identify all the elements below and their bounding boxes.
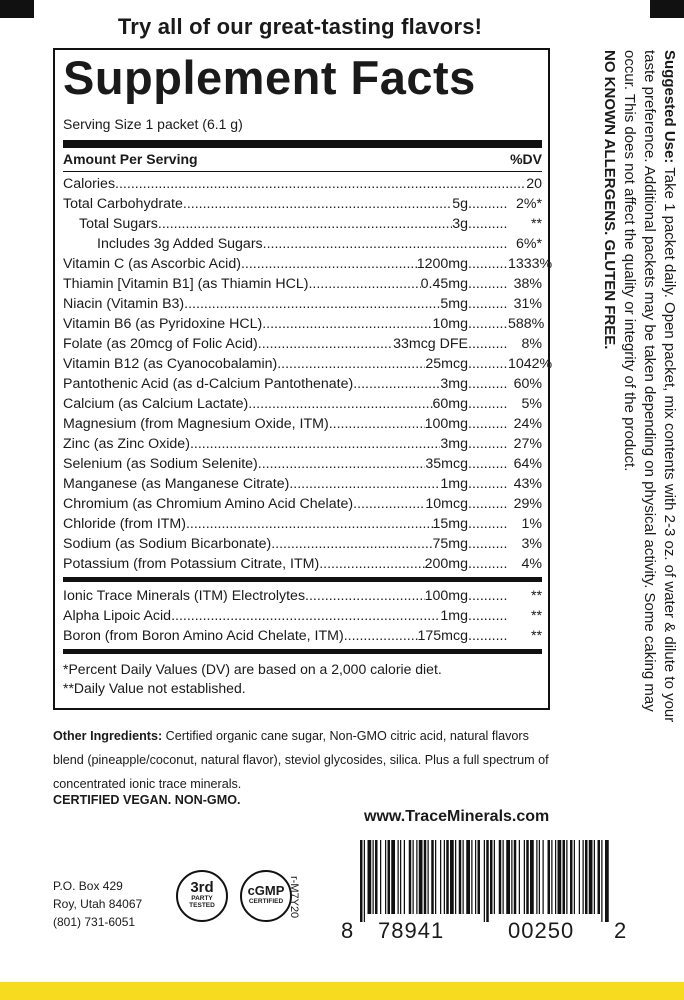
barcode-bar (589, 840, 593, 914)
barcode-bar (446, 840, 449, 914)
nutrient-dv: 8% (521, 336, 542, 352)
barcode-bar (450, 840, 454, 914)
nutrient-dv: 3% (521, 536, 542, 552)
nutrient-amount: 200mg (424, 556, 468, 572)
address-block (53, 877, 142, 931)
leader-dots (271, 534, 432, 554)
nutrient-amount: 100mg (424, 588, 468, 604)
nutrient-dv: 6%* (515, 236, 542, 252)
badge-gmp-line1: CERTIFIED (248, 898, 284, 905)
barcode-bar (484, 840, 485, 922)
leader-dots (353, 494, 425, 514)
nutrient-name: Sodium (as Sodium Bicarbonate) (63, 536, 272, 552)
barcode-bar (570, 840, 573, 914)
barcode-bar (440, 840, 441, 914)
barcode-bar (455, 840, 456, 914)
nutrient-dv: 1% (521, 516, 542, 532)
nutrient-name: Vitamin C (as Ascorbic Acid) (63, 256, 241, 272)
nutrient-name: Alpha Lipoic Acid (63, 608, 172, 624)
nutrient-name: Calories (63, 176, 116, 192)
nutrient-name: Includes 3g Added Sugars (97, 236, 263, 252)
address-line: P.O. Box 429 (53, 879, 123, 893)
leader-dots (186, 514, 433, 534)
barcode-bar (511, 840, 512, 914)
nutrient-name: Boron (from Boron Amino Acid Chelate, ITM) (63, 628, 344, 644)
amount-header-row (63, 151, 542, 169)
leader-dots (158, 214, 452, 234)
barcode-bar (475, 840, 476, 914)
barcode-bar (594, 840, 595, 914)
nutrient-name: Total Sugars (79, 216, 158, 232)
leader-dots (241, 254, 417, 274)
divider-medium (63, 577, 542, 582)
nutrient-dv: 27% (513, 436, 542, 452)
suggested-use-text: Take 1 packet daily. Open packet, mix contents with 2-3 oz. of water & dilute to your taste preference. Additional packets may be taken depending on physical activity. Some caking may occur. This does not affect the quality or integrity of the product. (621, 50, 678, 723)
nutrient-row (63, 314, 545, 334)
leader-dots (468, 194, 508, 214)
nutrient-name: Manganese (as Manganese Citrate) (63, 476, 290, 492)
divider-medium-bottom (63, 649, 542, 654)
leader-dots (468, 354, 508, 374)
leader-dots (258, 334, 393, 354)
nutrient-dv: 1333% (508, 256, 553, 272)
leader-dots (468, 334, 508, 354)
barcode-bar (391, 840, 395, 914)
nutrient-amount: 1200mg (416, 256, 468, 272)
leader-dots (171, 606, 440, 626)
nutrient-row (63, 254, 553, 274)
leader-dots (468, 586, 508, 606)
nutrient-name: Total Carbohydrate (63, 196, 183, 212)
barcode-bar (368, 840, 372, 914)
footnotes (63, 660, 542, 698)
website: www.TraceMinerals.com (364, 808, 550, 825)
barcode-bar (558, 840, 562, 914)
nutrient-dv: ** (530, 628, 542, 644)
leader-dots (183, 194, 452, 214)
nutrient-amount: 0.45mg (420, 276, 468, 292)
nutrient-amount: 10mg (432, 316, 468, 332)
barcode-digit-last: 2 (614, 918, 628, 943)
nutrient-row (63, 294, 542, 314)
nutrient-name: Zinc (as Zinc Oxide) (63, 436, 190, 452)
barcode-bar (419, 840, 423, 914)
nutrient-row (63, 454, 542, 474)
nutrient-name: Pantothenic Acid (as d-Calcium Pantothenate) (63, 376, 354, 392)
nutrient-dv: 38% (513, 276, 542, 292)
nutrient-row (63, 514, 542, 534)
barcode-bar (388, 840, 391, 914)
third-party-tested-badge (176, 870, 228, 922)
barcode-bar (548, 840, 551, 914)
nutrient-name: Potassium (from Potassium Citrate, ITM) (63, 556, 320, 572)
suggested-use-panel (559, 50, 679, 740)
leader-dots (468, 214, 508, 234)
nutrient-amount: 3mg (440, 376, 468, 392)
badge-gmp-top: cGMP (247, 883, 285, 898)
nutrient-dv: 43% (513, 476, 542, 492)
nutrient-row (63, 626, 542, 646)
nutrient-dv: 5% (521, 396, 542, 412)
leader-dots (468, 626, 508, 646)
nutrient-dv: 1042% (508, 356, 553, 372)
barcode-icon (358, 840, 610, 922)
nutrient-dv: 29% (513, 496, 542, 512)
barcode-bar (466, 840, 470, 914)
barcode-bar (404, 840, 405, 914)
barcode-digit-first: 8 (341, 918, 355, 943)
other-ingredients (53, 724, 553, 796)
serving-size: Serving Size 1 packet (6.1 g) (63, 116, 243, 132)
nutrient-name: Chloride (from ITM) (63, 516, 186, 532)
nutrient-row (63, 434, 542, 454)
leader-dots (184, 294, 440, 314)
barcode-bar (373, 840, 374, 914)
barcode-bar (539, 840, 540, 914)
allergen-statement: NO KNOWN ALLERGENS. GLUTEN FREE. (601, 50, 618, 350)
leader-dots (468, 474, 508, 494)
leader-dots (289, 474, 440, 494)
nutrient-row (63, 534, 542, 554)
barcode-bar (530, 840, 534, 914)
barcode-bar (583, 840, 584, 914)
barcode-bar (463, 840, 464, 914)
leader-dots (468, 494, 508, 514)
barcode-bar (398, 840, 399, 914)
nutrient-row (63, 586, 542, 606)
leader-dots (319, 554, 424, 574)
nutrient-name: Folate (as 20mcg of Folic Acid) (63, 336, 258, 352)
other-ingredients-label: Other Ingredients: (53, 729, 163, 743)
barcode-bar (424, 840, 427, 914)
leader-dots (308, 274, 420, 294)
leader-dots (258, 454, 426, 474)
nutrient-row (63, 194, 542, 214)
nutrient-row (63, 174, 542, 194)
leader-dots (468, 434, 508, 454)
nutrient-dv: ** (530, 608, 542, 624)
barcode-digits-right: 00250 (508, 918, 575, 943)
dv-header: %DV (510, 151, 542, 167)
nutrient-amount: 75mg (432, 536, 468, 552)
nutrient-amount: 3g (452, 216, 468, 232)
leader-dots (468, 414, 508, 434)
nutrient-amount: 3mg (440, 436, 468, 452)
nutrient-amount: 5g (452, 196, 468, 212)
nutrient-row (63, 354, 553, 374)
nutrient-amount: 10mcg (425, 496, 468, 512)
barcode-bar (478, 840, 481, 914)
nutrient-amount: 33mcg DFE (393, 336, 468, 352)
leader-dots (468, 314, 508, 334)
barcode-bar (506, 840, 510, 914)
nutrient-row (63, 394, 542, 414)
leader-dots (344, 626, 418, 646)
barcode-bar (364, 840, 365, 922)
suggested-use-label: Suggested Use: (661, 50, 678, 164)
leader-dots (468, 234, 508, 254)
nutrient-dv: ** (530, 588, 542, 604)
barcode-bar (514, 840, 517, 914)
nutrient-amount: 1mg (440, 476, 468, 492)
nutrient-row (63, 494, 542, 514)
nutrient-dv: 64% (513, 456, 542, 472)
footnote-dv: *Percent Daily Values (DV) are based on a 2,000 calorie diet. (63, 661, 442, 677)
leader-dots (468, 274, 508, 294)
leader-dots (468, 606, 508, 626)
leader-dots (248, 394, 432, 414)
barcode-bar (471, 840, 472, 914)
divider-thick (63, 140, 542, 148)
nutrient-name: Ionic Trace Minerals (ITM) Electrolytes (63, 588, 306, 604)
nutrient-name: Chromium (as Chromium Amino Acid Chelate) (63, 496, 354, 512)
barcode-bar (579, 840, 580, 914)
leader-dots (468, 254, 508, 274)
certified-statement: CERTIFIED VEGAN. NON-GMO. (53, 793, 241, 807)
nutrient-dv: 60% (513, 376, 542, 392)
barcode-bar (375, 840, 378, 914)
barcode-bar (400, 840, 401, 914)
barcode-bar (574, 840, 575, 914)
barcode-bar (486, 840, 489, 922)
barcode-bar (543, 840, 544, 914)
nutrient-dv: 2%* (515, 196, 542, 212)
address-line: Roy, Utah 84067 (53, 897, 143, 911)
leader-dots (190, 434, 440, 454)
barcode-bar (555, 840, 556, 914)
leader-dots (277, 354, 425, 374)
nutrient-row (63, 606, 542, 626)
barcode-bar (385, 840, 386, 914)
barcode-bar (598, 840, 601, 914)
nutrient-row (63, 274, 542, 294)
barcode-bar (459, 840, 462, 914)
barcode-bar (380, 840, 381, 914)
corner-mark-right (650, 0, 684, 18)
nutrient-amount: 25mcg (425, 356, 468, 372)
barcode-bar (605, 840, 609, 922)
nutrient-row (63, 374, 542, 394)
leader-dots (468, 514, 508, 534)
barcode-bar (494, 840, 495, 914)
footnote-not-established: **Daily Value not established. (63, 680, 246, 696)
facts-title: Supplement Facts (63, 51, 476, 104)
nutrient-name: Niacin (Vitamin B3) (63, 296, 185, 312)
cgmp-certified-badge (240, 870, 292, 922)
nutrient-dv: 588% (508, 316, 545, 332)
nutrient-amount: 1mg (440, 608, 468, 624)
barcode-bar (601, 840, 602, 922)
supplement-facts-panel (53, 48, 553, 710)
nutrient-name: Selenium (as Sodium Selenite) (63, 456, 258, 472)
barcode-bar (428, 840, 429, 914)
leader-dots (305, 586, 425, 606)
barcode-bar (551, 840, 552, 914)
nutrient-amount: 100mg (424, 416, 468, 432)
barcode-bar (536, 840, 537, 914)
barcode-bar (431, 840, 434, 914)
nutrient-amount: 20 (526, 176, 542, 192)
leader-dots (329, 414, 425, 434)
barcode-digits-left: 78941 (378, 918, 445, 943)
leader-dots (468, 534, 508, 554)
barcode-bar (409, 840, 412, 914)
leader-dots (263, 234, 468, 254)
other-nutrient-list (63, 586, 542, 646)
barcode-bar (416, 840, 417, 914)
barcode-bar (413, 840, 414, 914)
address-line: (801) 731-6051 (53, 915, 136, 929)
leader-dots (115, 174, 526, 194)
barcode-bar (444, 840, 445, 914)
nutrient-name: Vitamin B6 (as Pyridoxine HCL) (63, 316, 263, 332)
nutrient-dv: ** (530, 216, 542, 232)
divider-thin (63, 171, 542, 172)
barcode-bar (490, 840, 493, 914)
leader-dots (468, 554, 508, 574)
nutrient-name: Calcium (as Calcium Lactate) (63, 396, 249, 412)
nutrient-name: Thiamin [Vitamin B1] (as Thiamin HCL) (63, 276, 309, 292)
nutrient-dv: 24% (513, 416, 542, 432)
nutrient-row (63, 554, 542, 574)
barcode-bar (566, 840, 567, 914)
nutrient-row (63, 214, 542, 234)
nutrient-dv: 4% (521, 556, 542, 572)
nutrient-dv: 31% (513, 296, 542, 312)
nutrient-amount: 175mcg (417, 628, 468, 644)
barcode-bar (435, 840, 436, 914)
barcode-bar (360, 840, 363, 922)
nutrient-amount: 35mcg (425, 456, 468, 472)
nutrient-amount: 60mg (432, 396, 468, 412)
barcode-bar (499, 840, 502, 914)
badge-party-line1: PARTY (191, 895, 213, 902)
barcode-bar (524, 840, 525, 914)
lot-code: r-M7Y20 (288, 876, 300, 919)
leader-dots (468, 454, 508, 474)
barcode-bar (585, 840, 588, 914)
nutrient-row (63, 474, 542, 494)
amount-header: Amount Per Serving (63, 151, 198, 167)
nutrient-name: Magnesium (from Magnesium Oxide, ITM) (63, 416, 329, 432)
barcode-bar (563, 840, 566, 914)
leader-dots (353, 374, 440, 394)
leader-dots (468, 374, 508, 394)
barcode-bar (519, 840, 520, 914)
badge-party-top: 3rd (190, 879, 214, 896)
leader-dots (468, 294, 508, 314)
nutrient-list (63, 174, 553, 574)
leader-dots (262, 314, 432, 334)
other-ingredients-text: Certified organic cane sugar, Non-GMO citric acid, natural flavors blend (pineapple/coconut, natural flavor), steviol glycosides, silica. Plus a full spectrum of concentrated ionic trace minerals. (53, 729, 549, 791)
headline: Try all of our great-tasting flavors! (117, 14, 483, 39)
nutrient-row (63, 234, 542, 254)
nutrient-amount: 5mg (440, 296, 468, 312)
badge-party-line2: TESTED (189, 902, 215, 909)
nutrient-row (63, 334, 542, 354)
nutrient-row (63, 414, 542, 434)
nutrient-amount: 15mg (432, 516, 468, 532)
yellow-bottom-strip (0, 982, 684, 1000)
barcode-bar (503, 840, 504, 914)
leader-dots (468, 394, 508, 414)
nutrient-name: Vitamin B12 (as Cyanocobalamin) (63, 356, 278, 372)
barcode-bar (526, 840, 529, 914)
